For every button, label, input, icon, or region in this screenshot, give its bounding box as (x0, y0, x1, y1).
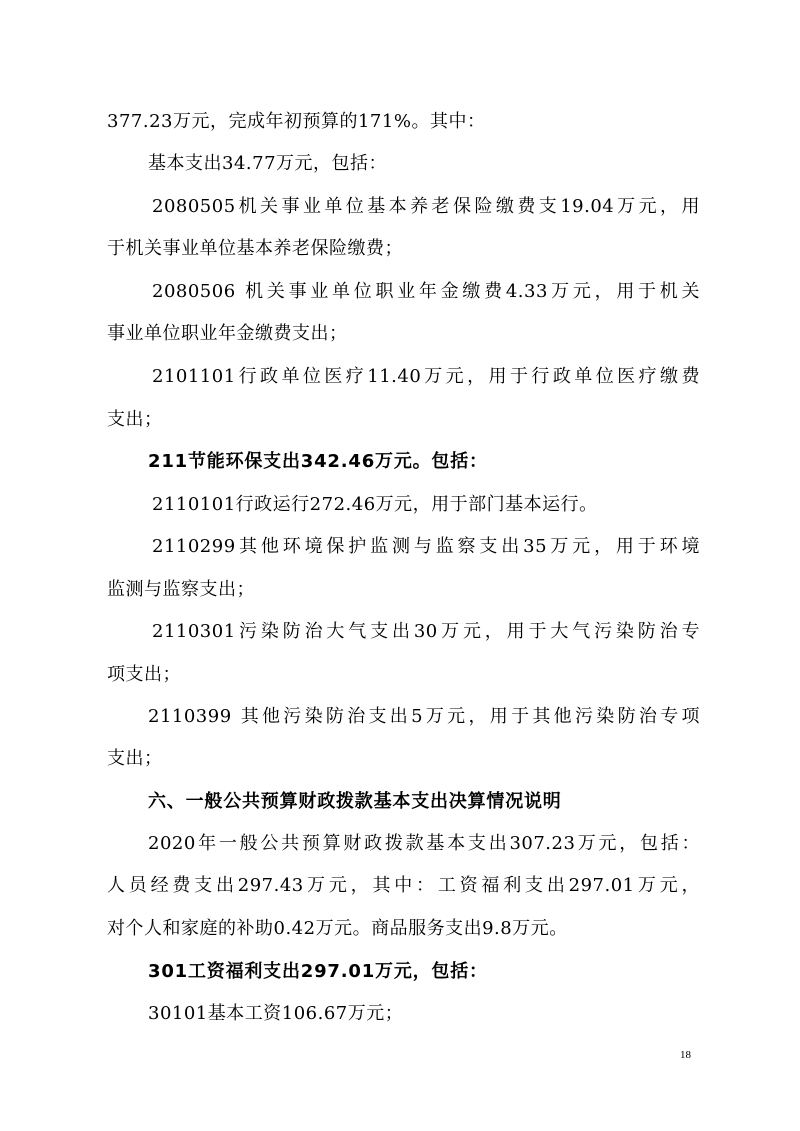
text-line: 2080506 机关事业单位职业年金缴费4.33万元，用于机关 (152, 281, 700, 302)
text-line: 2101101行政单位医疗11.40万元，用于行政单位医疗缴费 (152, 366, 700, 387)
text-line: 2110101行政运行272.46万元，用于部门基本运行。 (152, 494, 598, 515)
text-line: 2110301污染防治大气支出30万元，用于大气污染防治专 (152, 621, 700, 642)
text-line: 对个人和家庭的补助0.42万元。商品服务支出9.8万元。 (107, 918, 568, 939)
text-line: 2110299其他环境保护监测与监察支出35万元，用于环境 (152, 536, 700, 557)
text-line: 377.23万元，完成年初预算的171%。其中： (107, 111, 486, 132)
text-line: 30101基本工资106.67万元； (148, 1003, 404, 1024)
section-heading: 六、一般公共预算财政拨款基本支出决算情况说明 (148, 791, 562, 812)
page-number: 18 (680, 1049, 691, 1061)
text-line: 于机关事业单位基本养老保险缴费； (107, 238, 403, 259)
text-line: 事业单位职业年金缴费支出； (107, 323, 348, 344)
text-line: 支出； (107, 748, 163, 769)
text-line: 2020年一般公共预算财政拨款基本支出307.23万元，包括： (148, 833, 700, 854)
section-heading-line: 301工资福利支出297.01万元，包括： (148, 961, 488, 982)
section-heading-line: 211节能环保支出342.46万元。包括： (148, 451, 488, 472)
text-line: 2110399 其他污染防治支出5万元，用于其他污染防治专项 (148, 706, 700, 727)
text-line: 支出； (107, 409, 163, 430)
text-line: 监测与监察支出； (107, 579, 255, 600)
text-line: 基本支出34.77万元，包括： (148, 153, 388, 174)
text-line: 人员经费支出297.43万元，其中：工资福利支出297.01万元， (107, 875, 700, 896)
text-line: 2080505机关事业单位基本养老保险缴费支19.04万元，用 (152, 196, 700, 217)
text-line: 项支出； (107, 664, 181, 685)
